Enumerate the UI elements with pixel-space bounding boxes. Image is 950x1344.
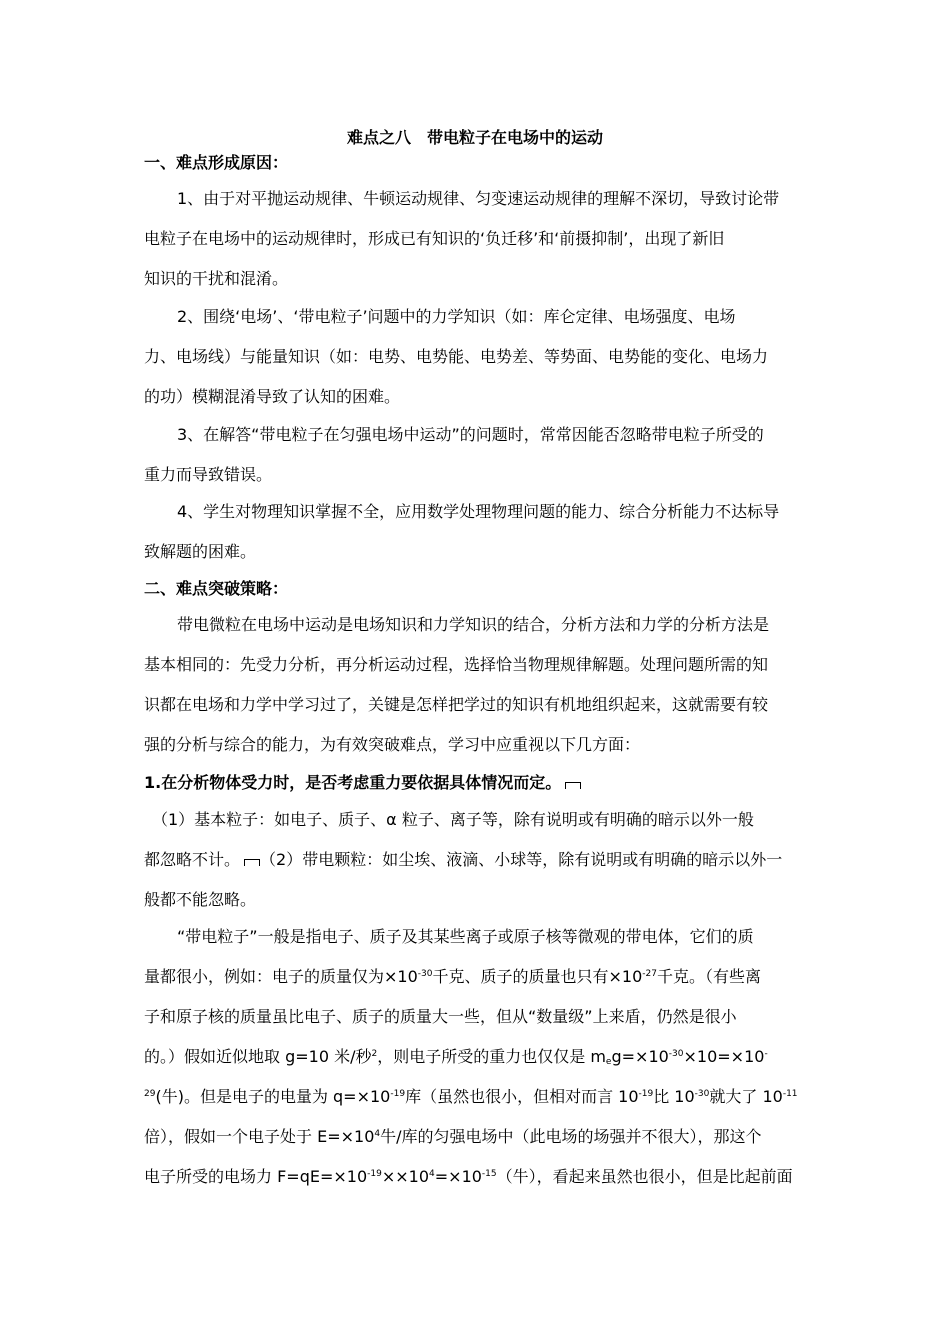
paragraph-line: 力、电场线）与能量知识（如：电势、电势能、电势差、等势面、电势能的变化、电场力 — [144, 347, 769, 366]
exponent: -19 — [367, 1169, 382, 1179]
paragraph-line: 强的分析与综合的能力，为有效突破难点，学习中应重视以下几方面： — [144, 735, 641, 754]
paragraph-line: 3、在解答“带电粒子在匀强电场中运动”的问题时，常常因能否忽略带电粒子所受的 — [177, 425, 764, 444]
subscript: e — [605, 1057, 612, 1067]
exponent: -19 — [390, 1089, 406, 1099]
section-heading-strategy: 二、难点突破策略： — [144, 579, 289, 598]
exponent: -30 — [417, 969, 433, 979]
text-span: 就大了 10 — [709, 1087, 783, 1106]
paragraph-line: “带电粒子”一般是指电子、质子及其某些离子或原子核等微观的带电体，它们的质 — [177, 927, 754, 946]
edit-mark-icon — [565, 782, 581, 789]
text-span: 比 10 — [653, 1087, 695, 1106]
page-title: 难点之八 带电粒子在电场中的运动 — [346, 128, 603, 147]
text-span: （2）带电颗粒：如尘埃、液滴、小球等，除有说明或有明确的暗示以外一 — [260, 850, 783, 869]
section-heading-causes: 一、难点形成原因： — [144, 153, 289, 172]
exponent: 2 — [371, 1049, 378, 1059]
text-span: 都忽略不计。 — [144, 850, 241, 869]
point-heading — [144, 773, 581, 793]
paragraph-line — [144, 1087, 798, 1107]
paragraph-line: 电粒子在电场中的运动规律时，形成已有知识的‘负迁移’和‘前摄抑制’，出现了新旧 — [144, 229, 725, 248]
paragraph-line: 识都在电场和力学中学习过了，关键是怎样把学过的知识有机地组织起来，这就需要有较 — [144, 695, 769, 714]
text-span: ×10=×10 — [683, 1047, 765, 1066]
paragraph-line — [144, 1047, 768, 1067]
paragraph-line — [144, 967, 761, 987]
text-span: (牛)。但是电子的电量为 q=×10 — [155, 1087, 391, 1106]
paragraph-line: 知识的干扰和混淆。 — [144, 269, 289, 288]
exponent: -30 — [668, 1049, 684, 1059]
point-heading-text: 1.在分析物体受力时，是否考虑重力要依据具体情况而定。 — [144, 773, 562, 792]
exponent: -27 — [642, 969, 657, 979]
paragraph-line: 4、学生对物理知识掌握不全，应用数学处理物理问题的能力、综合分析能力不达标导 — [177, 502, 780, 521]
paragraph-line: 1、由于对平抛运动规律、牛顿运动规律、匀变速运动规律的理解不深切，导致讨论带 — [177, 189, 780, 208]
exponent: -11 — [782, 1089, 798, 1099]
text-span: 千克、质子的质量也只有×10 — [432, 967, 643, 986]
paragraph-line — [144, 1167, 793, 1187]
paragraph-line: 子和原子核的质量虽比电子、质子的质量大一些，但从“数量级”上来盾，仍然是很小 — [144, 1007, 737, 1026]
exponent: 29 — [144, 1089, 156, 1099]
paragraph-line: 重力而导致错误。 — [144, 465, 273, 484]
exponent: - — [764, 1049, 768, 1059]
text-span: （牛），看起来虽然也很小，但是比起前面 — [496, 1167, 793, 1186]
text-span: 倍），假如一个电子处于 E=×10 — [144, 1127, 375, 1146]
paragraph-line: 致解题的困难。 — [144, 542, 257, 561]
exponent: 4 — [429, 1169, 435, 1179]
text-span: g=×10 — [611, 1047, 669, 1066]
text-span: 千克。（有些离 — [656, 967, 761, 986]
paragraph-line — [144, 850, 782, 870]
text-span: 量都很小，例如：电子的质量仅为×10 — [144, 967, 418, 986]
text-span: 库（虽然也很小，但相对而言 10 — [405, 1087, 639, 1106]
exponent: -30 — [694, 1089, 710, 1099]
paragraph-line: 的功）模糊混淆导致了认知的困难。 — [144, 387, 401, 406]
text-span: ××10 — [381, 1167, 430, 1186]
exponent: -15 — [481, 1169, 497, 1179]
edit-mark-icon — [244, 859, 260, 866]
exponent: -19 — [638, 1089, 654, 1099]
paragraph-line: 2、围绕‘电场’、‘带电粒子’问题中的力学知识（如：库仑定律、电场强度、电场 — [177, 307, 736, 326]
paragraph-line: 基本相同的：先受力分析，再分析运动过程，选择恰当物理规律解题。处理问题所需的知 — [144, 655, 769, 674]
text-span: 牛/库的匀强电场中（此电场的场强并不很大），那这个 — [380, 1127, 762, 1146]
text-span: 电子所受的电场力 F=qE=×10 — [144, 1167, 368, 1186]
paragraph-line: 般都不能忽略。 — [144, 890, 257, 909]
paragraph-line: 带电微粒在电场中运动是电场知识和力学知识的结合，分析方法和力学的分析方法是 — [177, 615, 770, 634]
paragraph-line: （1）基本粒子：如电子、质子、α 粒子、离子等，除有说明或有明确的暗示以外一般 — [152, 810, 754, 829]
text-span: 的。）假如近似地取 g=10 米/秒 — [144, 1047, 372, 1066]
text-span: =×10 — [434, 1167, 482, 1186]
paragraph-line — [144, 1127, 762, 1147]
exponent: 4 — [374, 1129, 381, 1139]
text-span: ，则电子所受的重力也仅仅是 m — [377, 1047, 606, 1066]
